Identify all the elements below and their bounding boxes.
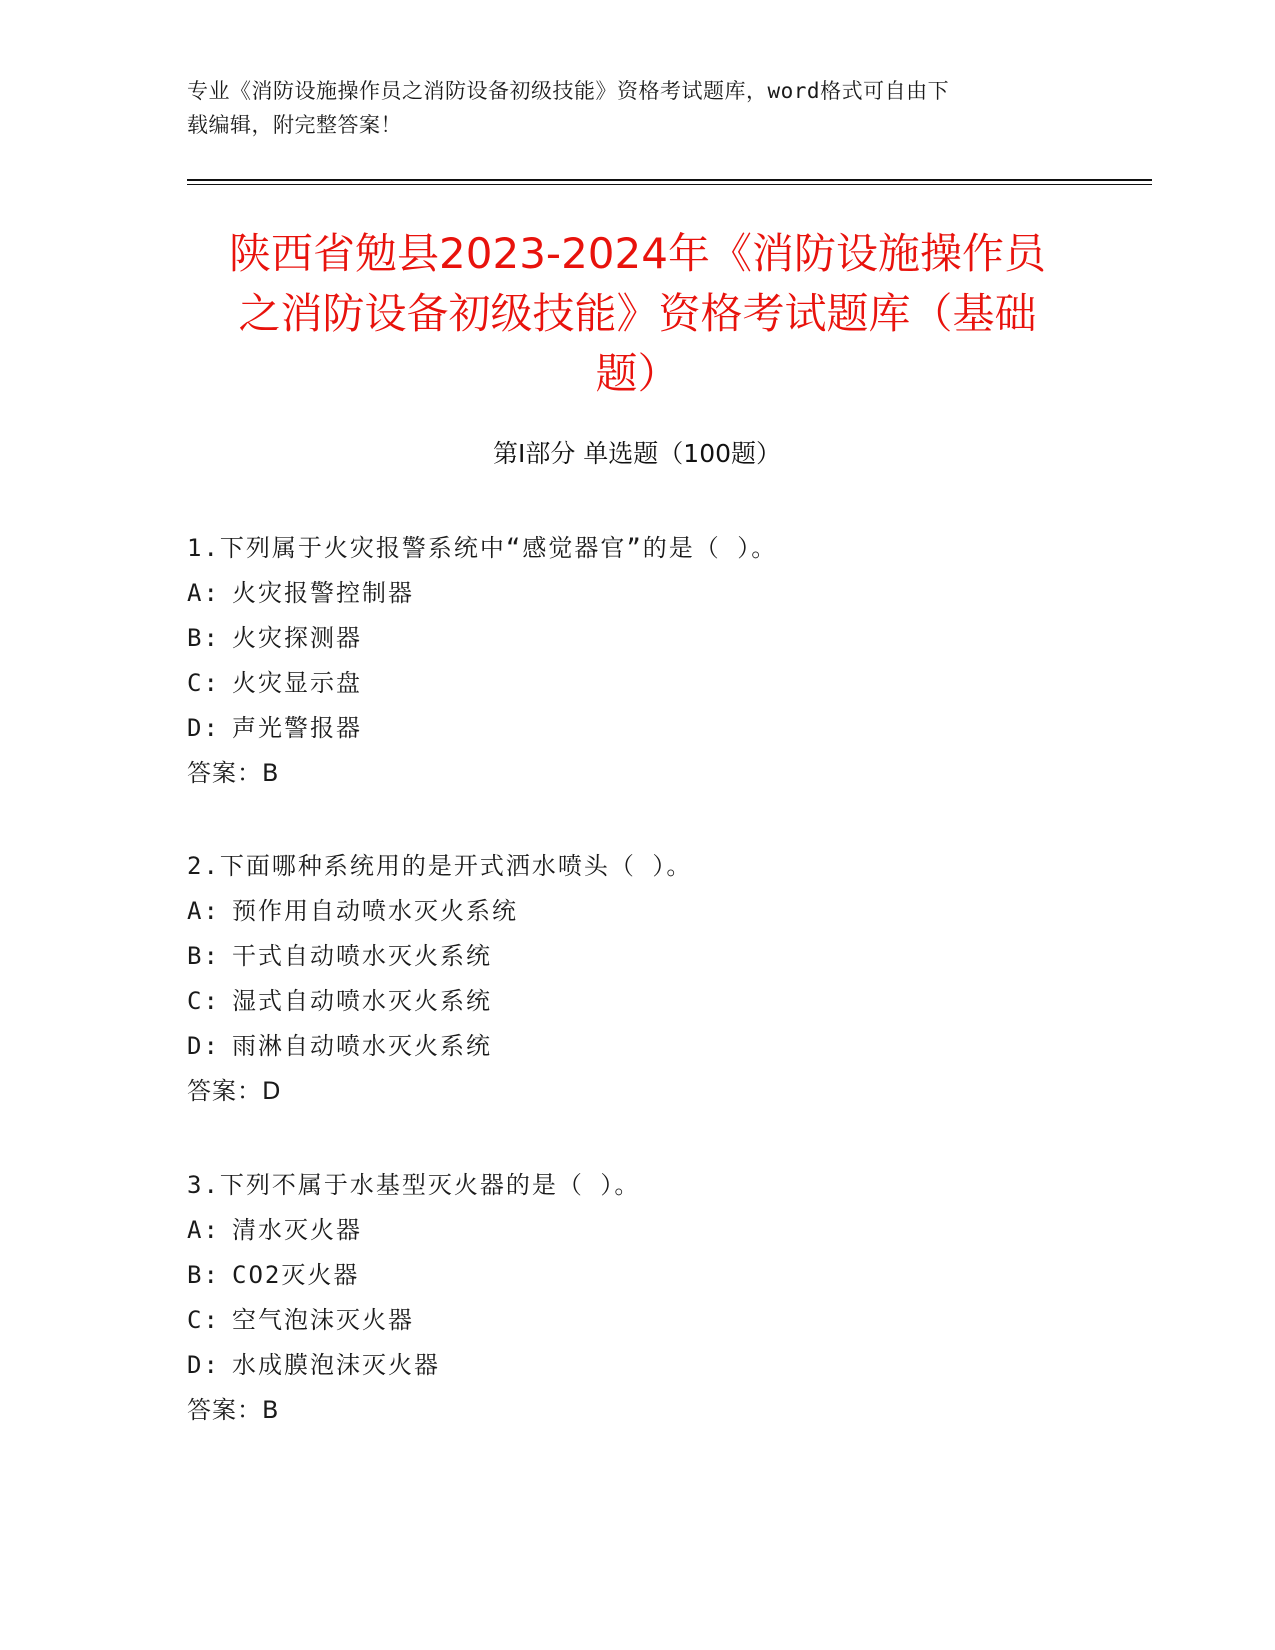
option-b — [187, 616, 1087, 661]
intro-line-1: 专业《消防设施操作员之消防设备初级技能》资格考试题库，word格式可自由下 — [187, 79, 950, 103]
title-line-3: 题） — [595, 349, 680, 398]
title-line-1: 陕西省勉县2023-2024年《消防设施操作员 — [229, 229, 1046, 278]
option-letter: B: — [187, 1261, 220, 1289]
option-a — [187, 1208, 1087, 1253]
option-c — [187, 1298, 1087, 1343]
question-stem: 3.下列不属于水基型灭火器的是（ ）。 — [187, 1171, 641, 1199]
option-letter: A: — [187, 579, 220, 607]
option-text: 预作用自动喷水灭火系统 — [232, 897, 518, 925]
option-d — [187, 1343, 1087, 1388]
option-text: 干式自动喷水灭火系统 — [232, 942, 492, 970]
option-letter: D: — [187, 1032, 220, 1060]
intro-line-2: 载编辑，附完整答案！ — [187, 113, 402, 137]
answer-line: 答案：D — [187, 1077, 282, 1105]
option-text: 声光警报器 — [232, 714, 362, 742]
option-letter: D: — [187, 714, 220, 742]
question-2 — [187, 844, 1087, 1114]
option-text: 火灾探测器 — [232, 624, 362, 652]
option-letter: B: — [187, 942, 220, 970]
answer-line: 答案：B — [187, 1396, 280, 1424]
option-letter: B: — [187, 624, 220, 652]
option-text: 火灾显示盘 — [232, 669, 362, 697]
option-text: 雨淋自动喷水灭火系统 — [232, 1032, 492, 1060]
intro-text — [187, 74, 1067, 142]
option-a — [187, 889, 1087, 934]
option-letter: C: — [187, 987, 220, 1015]
document-title — [190, 224, 1085, 404]
option-letter: C: — [187, 669, 220, 697]
answer-line: 答案：B — [187, 759, 280, 787]
question-1 — [187, 526, 1087, 796]
option-letter: A: — [187, 1216, 220, 1244]
title-line-2: 之消防设备初级技能》资格考试题库（基础 — [238, 289, 1037, 338]
section-heading: 第Ⅰ部分 单选题（100题） — [492, 439, 782, 468]
option-a — [187, 571, 1087, 616]
option-d — [187, 706, 1087, 751]
option-d — [187, 1024, 1087, 1069]
option-text: 火灾报警控制器 — [232, 579, 414, 607]
option-c — [187, 979, 1087, 1024]
option-text: CO2灭火器 — [232, 1261, 360, 1289]
option-text: 清水灭火器 — [232, 1216, 362, 1244]
option-c — [187, 661, 1087, 706]
option-letter: D: — [187, 1351, 220, 1379]
question-stem: 1.下列属于火灾报警系统中“感觉器官”的是（ ）。 — [187, 534, 778, 562]
header-divider-thin — [187, 184, 1152, 185]
question-3 — [187, 1163, 1087, 1433]
option-b — [187, 1253, 1087, 1298]
option-text: 湿式自动喷水灭火系统 — [232, 987, 492, 1015]
option-b — [187, 934, 1087, 979]
option-text: 水成膜泡沫灭火器 — [232, 1351, 440, 1379]
question-stem: 2.下面哪种系统用的是开式洒水喷头（ ）。 — [187, 852, 693, 880]
header-divider-thick — [187, 179, 1152, 181]
option-letter: A: — [187, 897, 220, 925]
option-letter: C: — [187, 1306, 220, 1334]
option-text: 空气泡沫灭火器 — [232, 1306, 414, 1334]
